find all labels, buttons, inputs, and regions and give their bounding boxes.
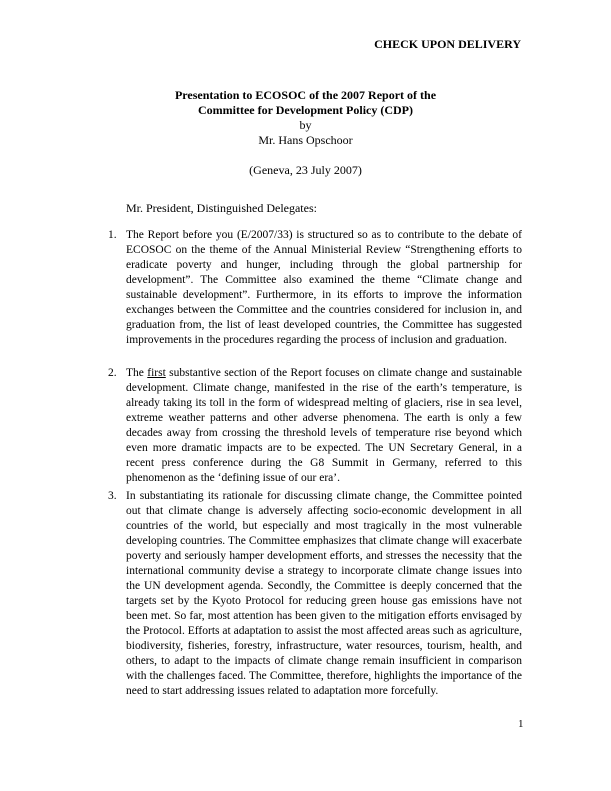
title-by: by [299, 118, 312, 132]
document-title-block [0, 88, 611, 178]
paragraph-2 [108, 366, 522, 486]
paragraph-lead: The [126, 367, 144, 379]
speaker-name: Mr. Hans Opschoor [258, 133, 353, 147]
paragraph-text [126, 366, 522, 486]
paragraph-text: The Report before you (E/2007/33) is structured so as to contribute to the debate of ECOSOC on the theme of the Annual Ministerial Review “Strengthening efforts to eradicate poverty and hunger, including through the global partnership for development”. The Committee also examined the theme “Climate change and sustainable development”. Furthermore, in its efforts to improve the information exchanges between the Committee and the countries considered for inclusion in, and graduation from, the list of least developed countries, the Committee has suggested improvements in the procedures regarding the process of inclusion and graduation. [126, 229, 522, 346]
paragraph-text: In substantiating its rationale for discussing climate change, the Committee pointed out that climate change is adversely affecting socio-economic development in all countries of the world, but especially and most tragically in the most vulnerable developing countries. The Committee emphasizes that climate change will exacerbate poverty and seriously hamper development efforts, and stresses the necessity that the international community devise a strategy to incorporate climate change issues into the UN development agenda. Secondly, the Committee is deeply concerned that the targets set by the Kyoto Protocol for reducing green house gas emissions have not been met. So far, most attention has been given to the mitigation efforts envisaged by the Protocol. Efforts at adaptation to assist the most affected areas such as agriculture, biodiversity, fisheries, forestry, infrastructure, water resources, tourism, health, and others, to adapt to the impacts of climate change remain insufficient in comparison with the challenges faced. The Committee, therefore, highlights the importance of the need to start addressing issues related to adaptation more forcefully. [126, 490, 522, 697]
paragraph-1 [108, 228, 522, 348]
paragraph-number: 2. [108, 367, 117, 379]
paragraph-number: 1. [108, 229, 117, 241]
title-line-2: Committee for Development Policy (CDP) [197, 103, 414, 117]
salutation: Mr. President, Distinguished Delegates: [126, 201, 317, 215]
title-line-1: Presentation to ECOSOC of the 2007 Report of the [174, 88, 437, 102]
underlined-word: first [147, 367, 166, 379]
check-upon-delivery-label: CHECK UPON DELIVERY [374, 37, 521, 51]
event-date: (Geneva, 23 July 2007) [249, 163, 362, 177]
page-number: 1 [518, 718, 524, 730]
paragraph-body: substantive section of the Report focuses on climate change and sustainable development. Climate change, manifested in the rise of the earth’s temperature, is already taking its toll in the form of widespread melting of glaciers, rise in sea level, extreme weather patterns and other adverse phenomena. The earth is only a few decades away from crossing the threshold levels of temperature rise beyond which even more dramatic impacts are to be expected. The UN Secretary General, in a recent press conference during the G8 Summit in Germany, referred to this phenomenon as the ‘defining issue of our era’. [126, 367, 523, 484]
paragraph-3 [108, 489, 522, 699]
paragraph-number: 3. [108, 490, 117, 502]
